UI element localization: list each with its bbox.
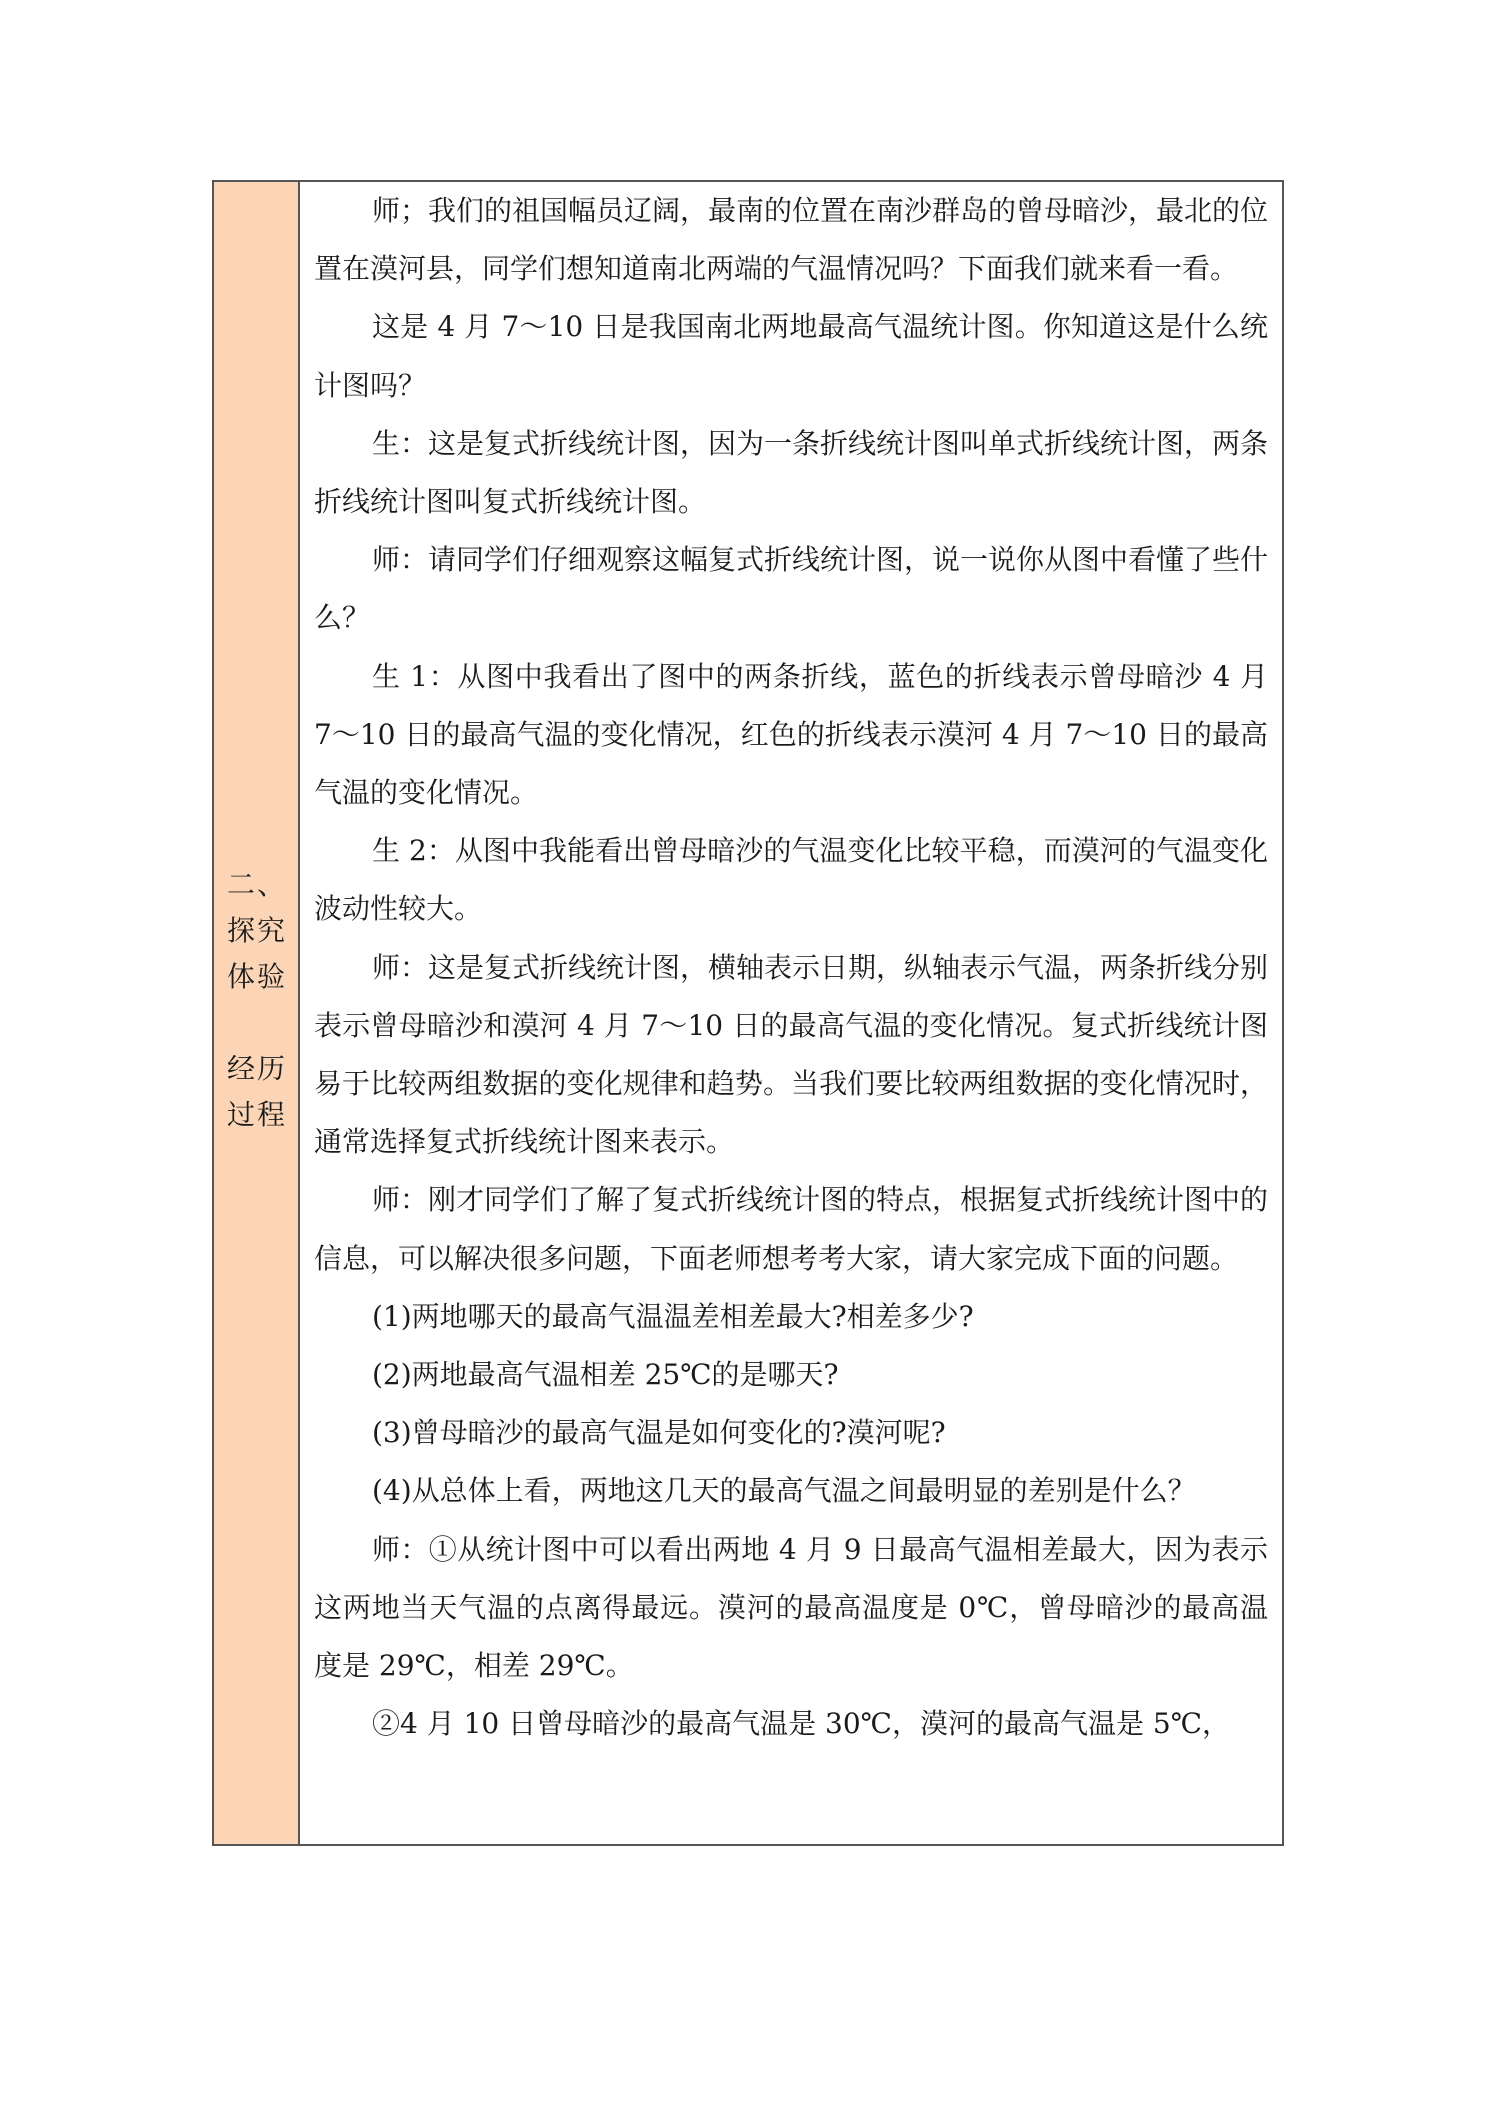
question-3: (3)曾母暗沙的最高气温是如何变化的?漠河呢?: [372, 1416, 946, 1450]
paragraph-6: 生 2：从图中我能看出曾母暗沙的气温变化比较平稳，而漠河的气温变化波动性较大。: [314, 834, 1268, 926]
stage-label-line-2: 探究: [226, 914, 287, 947]
paragraph-2: 这是 4 月 7～10 日是我国南北两地最高气温统计图。你知道这是什么统计图吗？: [314, 310, 1268, 402]
paragraph-answer-1: 师：①从统计图中可以看出两地 4 月 9 日最高气温相差最大，因为表示这两地当天气温的点离得最远。漠河的最高温度是 0℃，曾母暗沙的最高温度是 29℃，相差 29℃。: [314, 1532, 1268, 1683]
paragraph-7: 师：这是复式折线统计图，横轴表示日期，纵轴表示气温，两条折线分别表示曾母暗沙和漠河 4 月 7～10 日的最高气温的变化情况。复式折线统计图易于比较两组数据的变化规律和趋势。当我们要比较两组数据的变化情况时，通常选择复式折线统计图来表示。: [314, 950, 1269, 1159]
question-2: (2)两地最高气温相差 25℃的是哪天?: [372, 1358, 839, 1392]
paragraph-8: 师：刚才同学们了解了复式折线统计图的特点，根据复式折线统计图中的信息，可以解决很多问题，下面老师想考考大家，请大家完成下面的问题。: [314, 1183, 1269, 1275]
paragraph-4: 师：请同学们仔细观察这幅复式折线统计图，说一说你从图中看懂了些什么？: [314, 543, 1269, 635]
content-column: [300, 182, 1282, 1844]
stage-label-line-4: 经历: [226, 1052, 287, 1085]
stage-label-line-3: 体验: [226, 960, 287, 993]
paragraph-3: 生：这是复式折线统计图，因为一条折线统计图叫单式折线统计图，两条折线统计图叫复式折线统计图。: [314, 426, 1269, 519]
paragraph-answer-2: ②4 月 10 日曾母暗沙的最高气温是 30℃，漠河的最高气温是 5℃，: [372, 1707, 1231, 1741]
question-4: (4)从总体上看，两地这几天的最高气温之间最明显的差别是什么？: [372, 1474, 1196, 1508]
stage-label-line-5: 过程: [226, 1098, 287, 1131]
lesson-table: [212, 180, 1284, 1846]
paragraph-5: 生 1：从图中我看出了图中的两条折线，蓝色的折线表示曾母暗沙 4 月 7～10 日的最高气温的变化情况，红色的折线表示漠河 4 月 7～10 日的最高气温的变化情况。: [314, 659, 1268, 810]
stage-column: [214, 182, 300, 1844]
question-1: (1)两地哪天的最高气温温差相差最大?相差多少?: [372, 1299, 974, 1333]
stage-label: [214, 862, 300, 1138]
stage-label-line-1: 二、: [226, 868, 287, 901]
paragraph-1: 师；我们的祖国幅员辽阔，最南的位置在南沙群岛的曾母暗沙，最北的位置在漠河县，同学们想知道南北两端的气温情况吗？下面我们就来看一看。: [314, 194, 1269, 286]
